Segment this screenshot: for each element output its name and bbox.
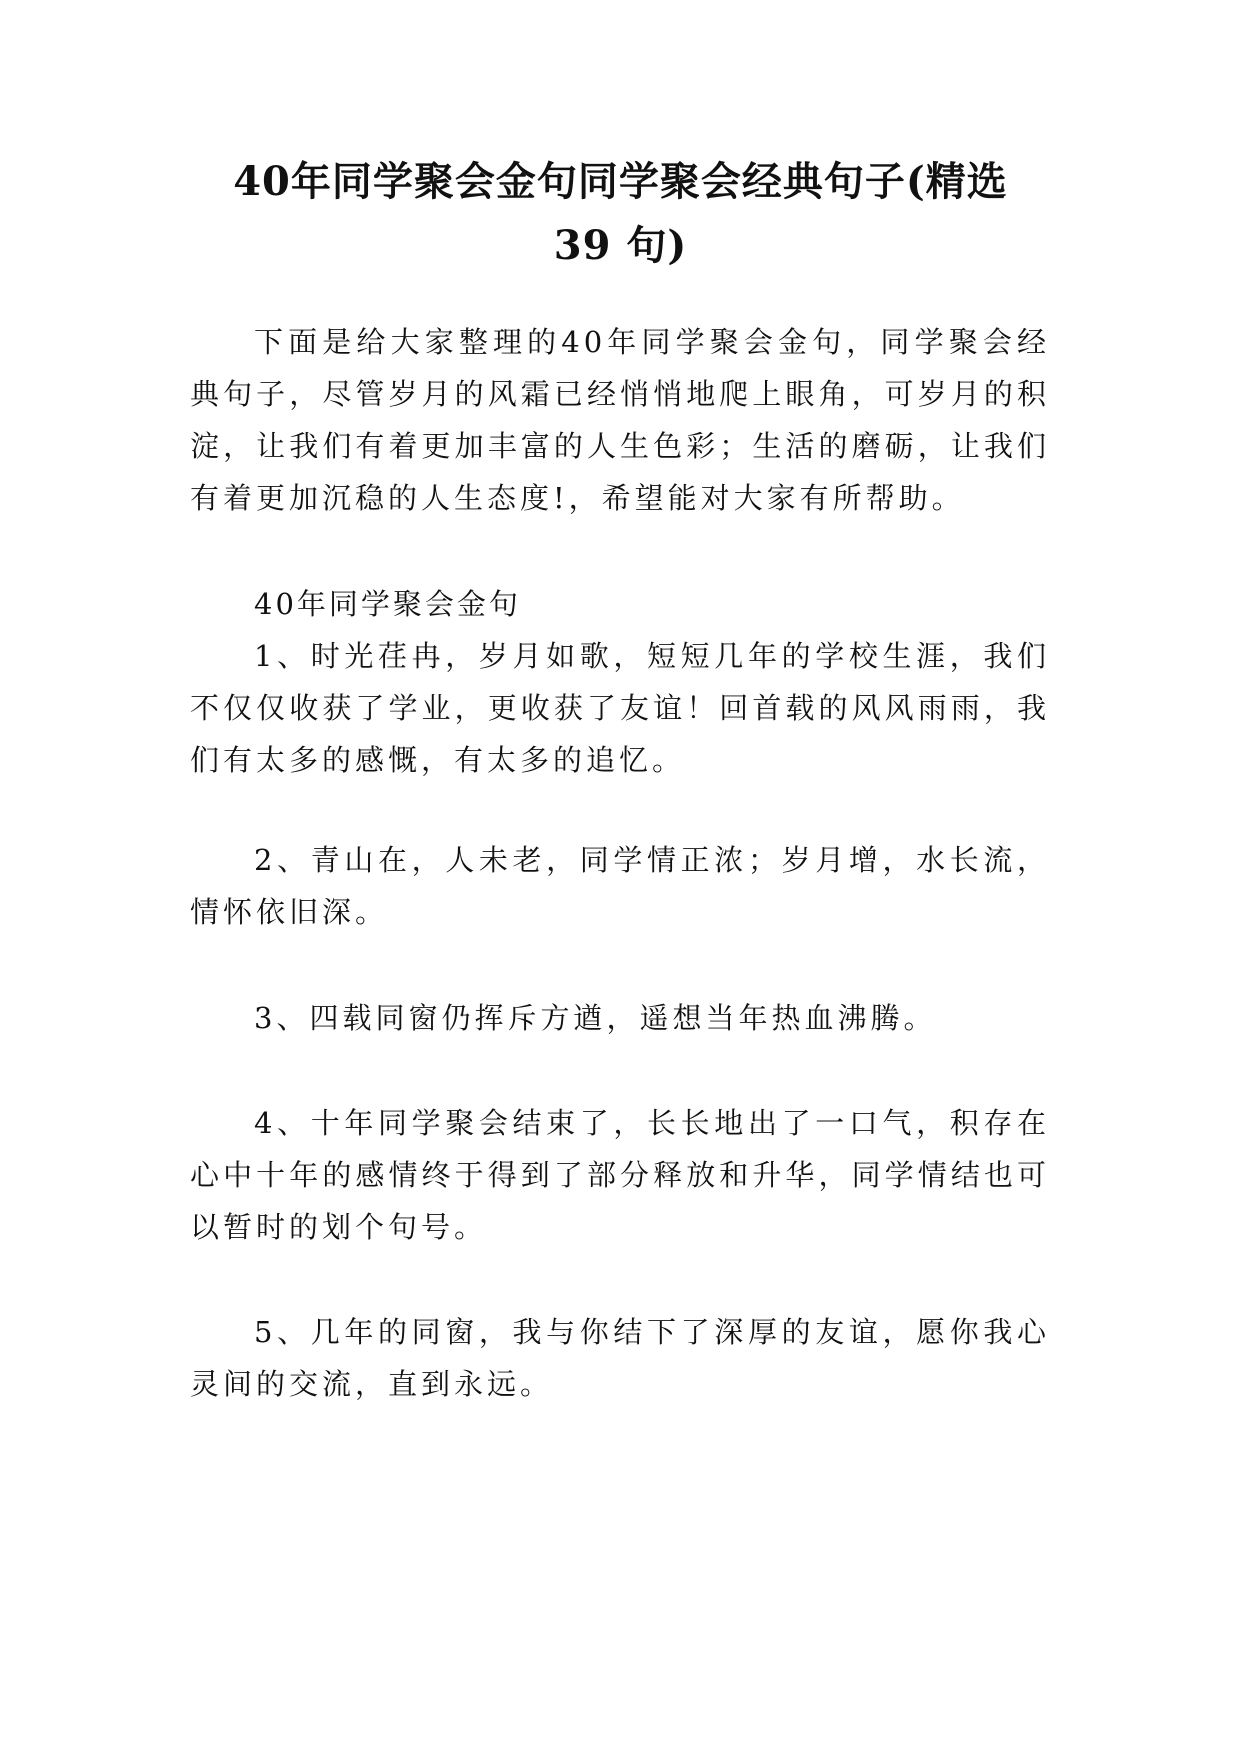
list-item-5: 5、几年的同窗，我与你结下了深厚的友谊，愿你我心灵间的交流，直到永远。 bbox=[190, 1315, 1050, 1401]
section-heading: 40年同学聚会金句 bbox=[254, 587, 521, 621]
title-line-1: 40年同学聚会金句同学聚会经典句子(精选 bbox=[233, 158, 1008, 205]
list-item-3: 3、四载同窗仍挥斥方遒，遥想当年热血沸腾。 bbox=[254, 1001, 937, 1035]
title-line-2: 39 句) bbox=[553, 222, 688, 269]
list-item-2: 2、青山在，人未老，同学情正浓；岁月增，水长流，情怀依旧深。 bbox=[190, 843, 1050, 929]
document-title bbox=[150, 150, 1091, 278]
list-item-4: 4、十年同学聚会结束了，长长地出了一口气，积存在心中十年的感情终于得到了部分释放和升华，同学情结也可以暂时的划个句号。 bbox=[190, 1106, 1050, 1244]
intro-paragraph: 下面是给大家整理的40年同学聚会金句，同学聚会经典句子，尽管岁月的风霜已经悄悄地爬上眼角，可岁月的积淀，让我们有着更加丰富的人生色彩；生活的磨砺，让我们有着更加沉稳的人生态度!，希望能对大家有所帮助。 bbox=[190, 325, 1050, 515]
list-item-1: 1、时光荏冉，岁月如歌，短短几年的学校生涯，我们不仅仅收获了学业，更收获了友谊！回首载的风风雨雨，我们有太多的感慨，有太多的追忆。 bbox=[190, 639, 1050, 777]
